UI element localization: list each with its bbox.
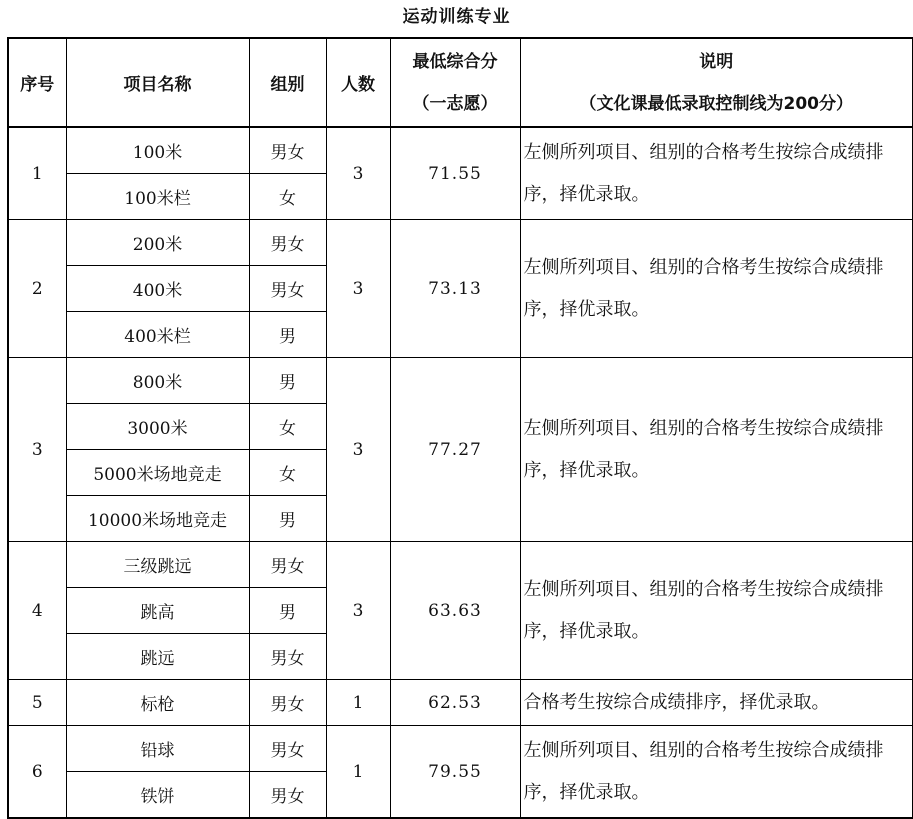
group-cell: 女 <box>249 450 326 496</box>
header-min-score-line2: （一志愿） <box>412 93 498 114</box>
note-cell: 左侧所列项目、组别的合格考生按综合成绩排序，择优录取。 <box>520 220 913 358</box>
admission-table <box>7 37 913 819</box>
table-row <box>8 358 913 404</box>
item-name-cell: 400米栏 <box>66 312 249 358</box>
group-cell: 男女 <box>249 127 326 174</box>
note-cell: 左侧所列项目、组别的合格考生按综合成绩排序，择优录取。 <box>520 358 913 542</box>
page-title: 运动训练专业 <box>402 7 511 27</box>
count-cell: 1 <box>326 680 390 726</box>
note-cell: 合格考生按综合成绩排序，择优录取。 <box>520 680 913 726</box>
item-name-cell: 跳高 <box>66 588 249 634</box>
item-name-cell: 铅球 <box>66 726 249 772</box>
item-name-cell: 标枪 <box>66 680 249 726</box>
item-name-cell: 100米栏 <box>66 174 249 220</box>
item-name-cell: 100米 <box>66 127 249 174</box>
header-min-score-line1: 最低综合分 <box>412 51 498 72</box>
seq-cell: 3 <box>8 358 66 542</box>
header-min-score <box>390 38 520 127</box>
note-cell: 左侧所列项目、组别的合格考生按综合成绩排序，择优录取。 <box>520 127 913 220</box>
header-seq: 序号 <box>8 38 66 127</box>
score-cell: 71.55 <box>390 127 520 220</box>
header-count: 人数 <box>326 38 390 127</box>
header-note-line2: （文化课最低录取控制线为200分） <box>579 93 853 114</box>
table-row <box>8 220 913 266</box>
item-name-cell: 三级跳远 <box>66 542 249 588</box>
table-body <box>8 127 913 818</box>
header-item-name: 项目名称 <box>66 38 249 127</box>
header-row <box>8 38 913 127</box>
table-row <box>8 680 913 726</box>
group-cell: 女 <box>249 174 326 220</box>
group-cell: 男女 <box>249 680 326 726</box>
group-cell: 男 <box>249 358 326 404</box>
group-cell: 男女 <box>249 726 326 772</box>
item-name-cell: 5000米场地竞走 <box>66 450 249 496</box>
group-cell: 男 <box>249 312 326 358</box>
table-row <box>8 127 913 174</box>
count-cell: 3 <box>326 220 390 358</box>
count-cell: 3 <box>326 542 390 680</box>
count-cell: 3 <box>326 127 390 220</box>
group-cell: 男女 <box>249 266 326 312</box>
header-note <box>520 38 913 127</box>
score-cell: 62.53 <box>390 680 520 726</box>
header-note-line1: 说明 <box>699 51 734 72</box>
group-cell: 男 <box>249 588 326 634</box>
group-cell: 男女 <box>249 542 326 588</box>
item-name-cell: 跳远 <box>66 634 249 680</box>
item-name-cell: 10000米场地竞走 <box>66 496 249 542</box>
group-cell: 男 <box>249 496 326 542</box>
item-name-cell: 铁饼 <box>66 772 249 819</box>
score-cell: 73.13 <box>390 220 520 358</box>
count-cell: 1 <box>326 726 390 819</box>
table-row <box>8 542 913 588</box>
score-cell: 63.63 <box>390 542 520 680</box>
note-cell: 左侧所列项目、组别的合格考生按综合成绩排序，择优录取。 <box>520 542 913 680</box>
seq-cell: 5 <box>8 680 66 726</box>
score-cell: 77.27 <box>390 358 520 542</box>
table-header <box>8 38 913 127</box>
seq-cell: 2 <box>8 220 66 358</box>
seq-cell: 6 <box>8 726 66 819</box>
score-cell: 79.55 <box>390 726 520 819</box>
count-cell: 3 <box>326 358 390 542</box>
group-cell: 女 <box>249 404 326 450</box>
seq-cell: 4 <box>8 542 66 680</box>
item-name-cell: 800米 <box>66 358 249 404</box>
seq-cell: 1 <box>8 127 66 220</box>
group-cell: 男女 <box>249 220 326 266</box>
header-group: 组别 <box>249 38 326 127</box>
group-cell: 男女 <box>249 634 326 680</box>
group-cell: 男女 <box>249 772 326 819</box>
table-row <box>8 726 913 772</box>
item-name-cell: 400米 <box>66 266 249 312</box>
item-name-cell: 3000米 <box>66 404 249 450</box>
note-cell: 左侧所列项目、组别的合格考生按综合成绩排序，择优录取。 <box>520 726 913 819</box>
item-name-cell: 200米 <box>66 220 249 266</box>
